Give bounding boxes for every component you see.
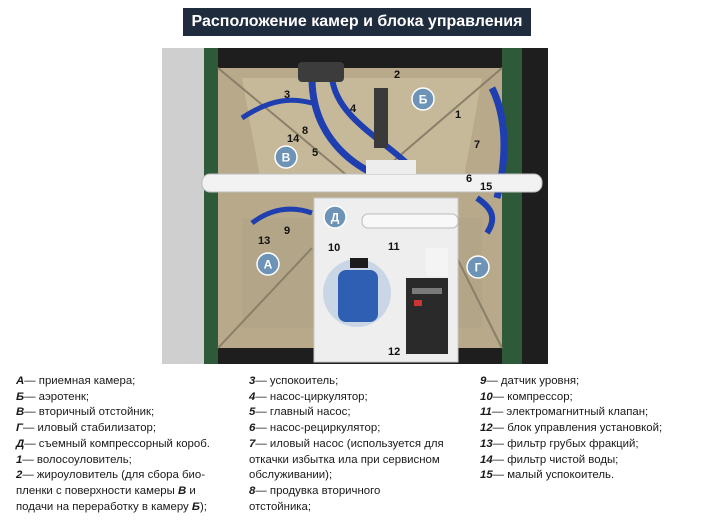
page-title: Расположение камер и блока управления xyxy=(183,8,531,36)
legend-key: 7 xyxy=(249,437,256,450)
left-green-wall xyxy=(204,48,218,364)
chamber-label-v: В xyxy=(281,150,291,165)
legend-item xyxy=(480,374,712,390)
callout-5: 5 xyxy=(312,147,319,159)
legend-item xyxy=(16,405,248,421)
legend-text: подачи на переработку в камеру xyxy=(16,500,192,513)
callout-13: 13 xyxy=(258,235,271,247)
legend-key: В xyxy=(16,406,25,419)
legend-key: 3 xyxy=(249,375,256,387)
callout-12: 12 xyxy=(388,346,401,358)
legend-column-3 xyxy=(480,374,712,484)
legend-column-2 xyxy=(249,374,477,515)
legend-text: — насос-циркулятор; xyxy=(255,390,368,403)
legend-item xyxy=(16,374,248,390)
compressor-body xyxy=(338,270,378,322)
legend-text: откачки избытка ила при сервисном xyxy=(249,453,440,466)
legend-continuation xyxy=(249,453,477,469)
legend-text: — вторичный отстойник; xyxy=(24,406,155,419)
chamber-badge-b xyxy=(412,88,434,110)
legend-continuation xyxy=(16,500,248,516)
legend-mark: Б xyxy=(191,500,200,513)
legend-continuation xyxy=(249,500,477,516)
legend-text: ); xyxy=(199,500,207,513)
legend-key: А xyxy=(16,375,25,387)
callout-9: 9 xyxy=(284,225,291,237)
legend-text: — приемная камера; xyxy=(24,375,136,387)
legend-key: 4 xyxy=(249,390,256,403)
legend-item xyxy=(16,390,248,406)
legend-key: Г xyxy=(16,422,23,435)
chamber-badge-a xyxy=(257,253,279,275)
callout-3: 3 xyxy=(284,89,291,101)
legend-text: — успокоитель; xyxy=(255,375,339,387)
callout-1: 1 xyxy=(455,109,462,121)
solenoid-valve xyxy=(426,248,448,276)
chamber-badge-v xyxy=(275,146,297,168)
legend-text: — иловый стабилизатор; xyxy=(23,422,157,435)
legend-text: — жироуловитель (для сбора био- xyxy=(22,469,206,482)
chamber-badge-d xyxy=(324,206,346,228)
legend-key: 8 xyxy=(249,484,256,497)
installation-photo xyxy=(162,48,548,364)
legend-item xyxy=(480,453,712,469)
legend-key: 5 xyxy=(249,406,256,419)
legend-key: 10 xyxy=(480,390,493,403)
right-green-wall xyxy=(502,48,522,364)
legend-text: — насос-рециркулятор; xyxy=(255,422,381,435)
chamber-label-d: Д xyxy=(330,210,340,225)
pump-tube xyxy=(374,88,388,148)
legend-text: — компрессор; xyxy=(492,390,573,403)
control-indicator xyxy=(414,300,422,306)
legend-item xyxy=(480,421,712,437)
legend-item xyxy=(16,421,248,437)
legend-item xyxy=(480,405,712,421)
chamber-label-b: Б xyxy=(418,92,428,107)
legend-key: Б xyxy=(16,390,25,403)
legend-text: — аэротенк; xyxy=(24,390,90,403)
legend-key: 13 xyxy=(480,437,493,450)
inner-pipe xyxy=(362,214,458,228)
legend-item xyxy=(249,421,477,437)
legend-item xyxy=(16,468,248,484)
legend-text: — электромагнитный клапан; xyxy=(491,406,649,419)
legend-text: — фильтр чистой воды; xyxy=(492,453,619,466)
legend-item xyxy=(249,374,477,390)
legend-key: 15 xyxy=(480,469,493,482)
callout-10: 10 xyxy=(328,242,341,254)
legend-text: — волосоуловитель; xyxy=(22,453,132,466)
control-display xyxy=(412,288,442,294)
compressor-top xyxy=(350,258,368,268)
legend-key: 9 xyxy=(480,375,487,387)
legend-item xyxy=(480,390,712,406)
legend-item xyxy=(249,437,477,453)
legend-mark: В xyxy=(177,484,187,497)
legend-key: 2 xyxy=(16,469,23,482)
legend-text: обслуживании); xyxy=(249,469,333,482)
legend-item xyxy=(480,437,712,453)
foam-wall xyxy=(162,48,204,364)
chamber-label-g: Г xyxy=(474,260,482,275)
callout-8: 8 xyxy=(302,125,309,137)
callout-14: 14 xyxy=(287,133,300,145)
legend-continuation xyxy=(249,468,477,484)
chamber-badge-g xyxy=(467,256,489,278)
legend-key: Д xyxy=(16,437,25,450)
legend-text: отстойника; xyxy=(249,500,312,513)
callout-11: 11 xyxy=(388,241,400,253)
legend-key: 6 xyxy=(249,422,256,435)
legend-item xyxy=(249,390,477,406)
legend-text: и xyxy=(186,484,196,497)
legend-text: — продувка вторичного xyxy=(255,484,381,497)
legend-key: 1 xyxy=(16,453,23,466)
legend-text: — иловый насос (используется для xyxy=(255,437,444,450)
legend-key: 11 xyxy=(480,406,492,419)
legend-key: 12 xyxy=(480,422,493,435)
legend-text: — главный насос; xyxy=(255,406,351,419)
chamber-label-a: А xyxy=(263,257,273,272)
legend-column-1 xyxy=(16,374,248,515)
callout-4: 4 xyxy=(350,103,357,115)
top-fitting xyxy=(298,62,344,82)
legend-text: пленки с поверхности камеры xyxy=(16,484,178,497)
legend-item xyxy=(249,484,477,500)
legend-text: — блок управления установкой; xyxy=(492,422,663,435)
legend-item xyxy=(16,453,248,469)
legend-item xyxy=(480,468,712,484)
legend-text: — съемный компрессорный короб. xyxy=(24,437,210,450)
legend-text: — малый успокоитель. xyxy=(492,469,615,482)
installation-illustration xyxy=(162,48,548,364)
legend-key: 14 xyxy=(480,453,493,466)
legend-text: — фильтр грубых фракций; xyxy=(492,437,639,450)
callout-6: 6 xyxy=(466,173,473,185)
legend-item xyxy=(249,405,477,421)
legend-continuation xyxy=(16,484,248,500)
callout-2: 2 xyxy=(394,69,401,81)
callout-7: 7 xyxy=(474,139,481,151)
legend-item xyxy=(16,437,248,453)
legend-text: — датчик уровня; xyxy=(486,375,580,387)
callout-15: 15 xyxy=(480,181,493,193)
pipe-junction xyxy=(366,160,416,174)
